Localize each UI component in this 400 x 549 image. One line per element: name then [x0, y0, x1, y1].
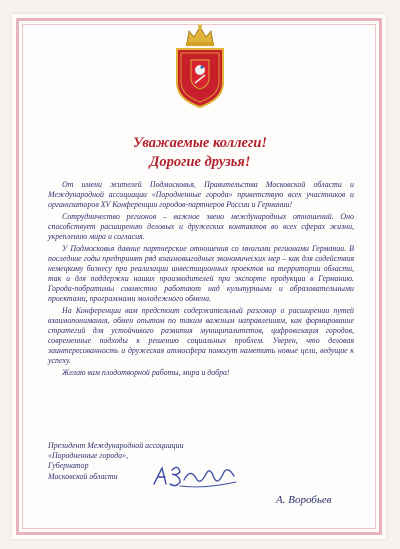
moscow-oblast-coat-of-arms-icon	[171, 23, 229, 109]
paragraph-3: У Подмосковья давние партнерские отношения со многими регионами Германии. В последние годы предпринят ряд взаимовыгодных экономических мер – как для содействия немецкому бизнесу при реализации инвестиционных проектов на территории области, так и для поддержки наших производителей при экспорте продукции в Германию. Города-побратимы совместно работают над культурными и образовательными проектами, программами молодежного обмена.	[48, 243, 354, 304]
greeting-line-2: Дорогие друзья!	[149, 154, 251, 170]
letter-body	[48, 180, 354, 380]
paragraph-4: На Конференции вам предстоит содержательный разговор о расширении путей взаимопонимания, обмен опытом по таким важным направлениям, как формирование стратегий для устойчивого развития муниципалитетов, цифровизация городов, современные подходы к решению социальных проблем. Уверен, что деловая заинтересованность и дружеская атмосфера помогут наметить новые цели, ведущие к успеху.	[48, 305, 354, 366]
signatory-title-line-4: Московской области	[48, 471, 118, 481]
signatory-title-line-1: Президент Международной ассоциации	[48, 441, 184, 450]
paragraph-1: От имени жителей Подмосковья, Правительства Московской области и Международной ассоциации «Породненные города» приветствую всех участников и организаторов XV Конференции городов-партнеров России и Германии!	[48, 180, 354, 210]
signer-name: А. Воробьев	[276, 494, 332, 506]
handwritten-signature-icon	[150, 462, 240, 492]
paragraph-5: Желаю вам плодотворной работы, мира и добра!	[62, 368, 230, 378]
signatory-title-line-3: Губернатор	[48, 461, 89, 471]
signatory-title-line-2: «Породненные города»,	[48, 451, 129, 461]
paragraph-2: Сотрудничество регионов – важное звено международных отношений. Оно способствует расширению деловых и дружеских контактов во всех сферах жизни, укреплению мира и согласия.	[48, 211, 354, 242]
greeting-heading	[16, 134, 384, 172]
greeting-line-1: Уважаемые коллеги!	[132, 135, 268, 151]
